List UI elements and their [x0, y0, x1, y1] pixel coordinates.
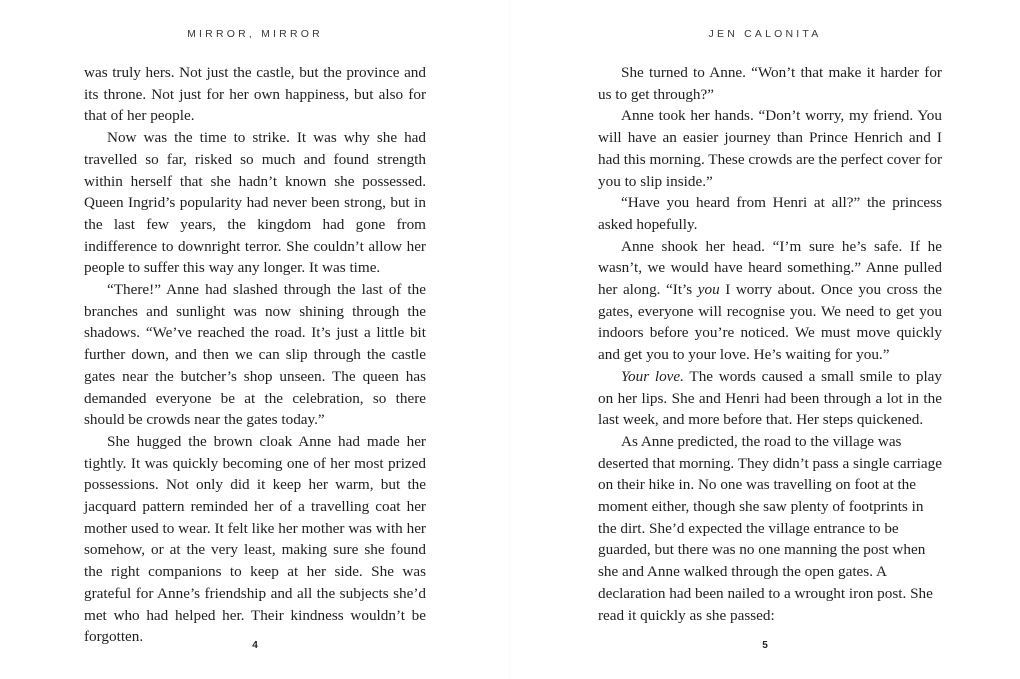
left-paragraph-3: “There!” Anne had slashed through the last of the branches and sunlight was now shining through the shadows. “We’ve reached the road. It’s just a little bit further down, and then we can slip through the castle gates near the butcher’s shop unseen. The queen has demanded everyone be at the celebration, so there should be crowds near the gates today.”: [84, 281, 426, 429]
running-head-author: JEN CALONITA: [708, 28, 822, 40]
left-page-body: [84, 62, 426, 648]
right-page: [510, 0, 1020, 679]
right-paragraph-2: Anne took her hands. “Don’t worry, my friend. You will have an easier journey than Prince Henrich and I had this morning. These crowds are the perfect cover for you to slip inside.”: [598, 107, 942, 190]
page-number-right: 5: [762, 640, 768, 651]
left-paragraph-1: was truly hers. Not just the castle, but the province and its throne. Not just for her own happiness, but also for that of her people.: [84, 64, 426, 125]
right-page-body: [598, 62, 942, 626]
right-paragraph-6: As Anne predicted, the road to the village was deserted that morning. They didn’t pass a single carriage on their hike in. No one was travelling on foot at the moment either, though she saw plenty of footprints in the dirt. She’d expected the village entrance to be guarded, but there was no one manning the post when she and Anne walked through the open gates. A declaration had been nailed to a wrought iron post. She read it quickly as she passed:: [598, 432, 943, 624]
right-paragraph-4-text-a: Anne shook her head. “I’m sure he’s safe. If he wasn’t, we would have heard something.” Anne pulled her along. “It’s: [598, 237, 942, 299]
left-paragraph-4: She hugged the brown cloak Anne had made her tightly. It was quickly becoming one of her most prized possessions. Not only did it keep her warm, but the jacquard pattern reminded her of a travelling coat her mother used to wear. It felt like her mother was with her somehow, or at the very least, making sure she found the right companions to keep at her side. She was grateful for Anne’s friendship and all the subjects she’d met who had helped her. Their kindness wouldn’t be forgotten.: [84, 432, 426, 646]
right-paragraph-5-italic: Your love.: [621, 367, 684, 385]
right-paragraph-5: [598, 366, 942, 431]
right-paragraph-4: [598, 236, 942, 366]
right-paragraph-1: She turned to Anne. “Won’t that make it harder for us to get through?”: [598, 64, 942, 103]
left-paragraph-2: Now was the time to strike. It was why she had travelled so far, risked so much and found strength within herself that she hadn’t known she possessed. Queen Ingrid’s popularity had never been strong, but in the last few years, the kingdom had gone from indifference to downright terror. She couldn’t allow her people to suffer this way any longer. It was time.: [84, 129, 426, 277]
right-paragraph-5-text: The words caused a small smile to play on her lips. She and Henri had been through a lot in the last week, and more before that. Her steps quickened.: [598, 367, 942, 429]
right-paragraph-4-text-b: I worry about. Once you cross the gates, everyone will recognise you. We need to get you indoors before you’re noticed. We must move quickly and get you to your love. He’s waiting for you.”: [598, 281, 942, 364]
right-paragraph-3: “Have you heard from Henri at all?” the princess asked hopefully.: [598, 194, 942, 233]
right-paragraph-4-italic: you: [697, 281, 720, 299]
running-head-book-title: MIRROR, MIRROR: [187, 28, 323, 40]
page-number-left: 4: [252, 640, 258, 651]
